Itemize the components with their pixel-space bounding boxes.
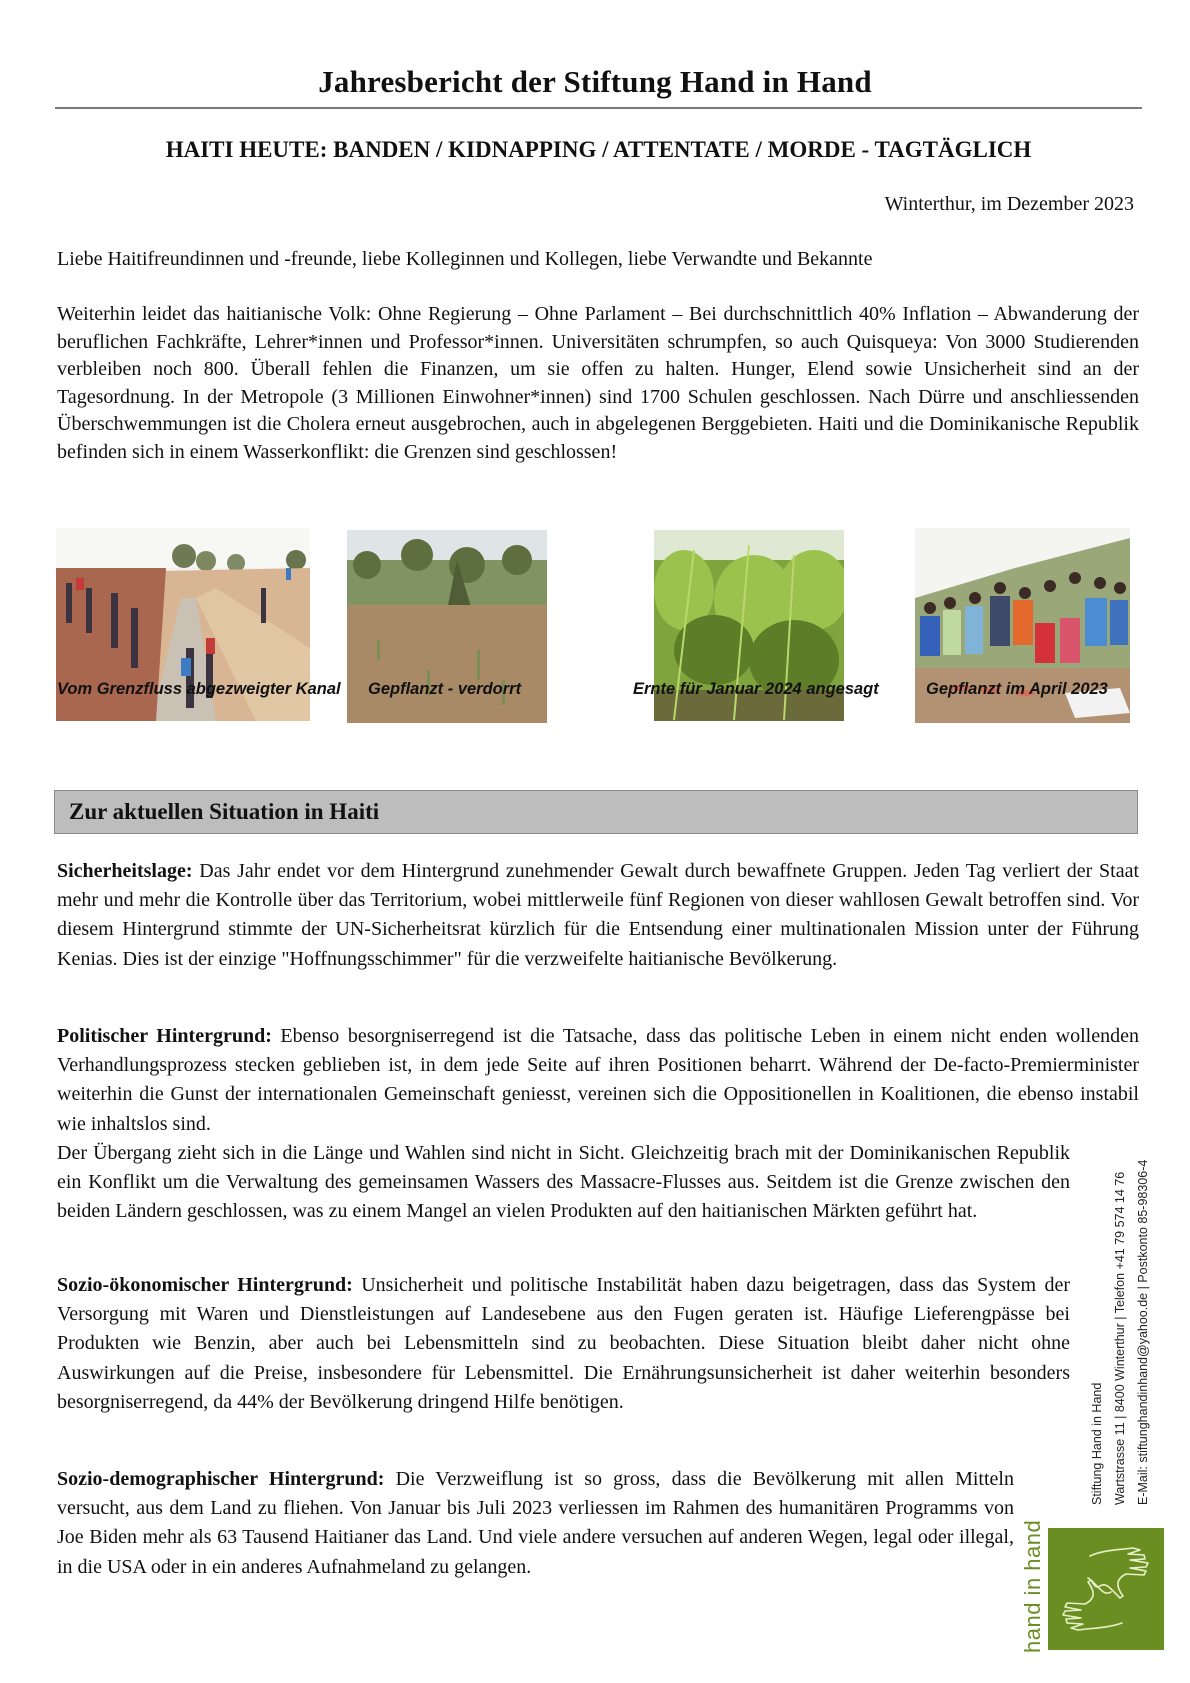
report-subtitle: HAITI HEUTE: BANDEN / KIDNAPPING / ATTENTATE / MORDE - TAGTÄGLICH <box>165 137 1032 162</box>
logo-wordmark: hand in hand <box>1020 1519 1045 1653</box>
paragraph-label: Politischer Hintergrund: <box>57 1025 272 1047</box>
contact-address-phone: Wartstrasse 11 | 8400 Winterthur | Telefon +41 79 574 14 76 <box>1113 1171 1127 1505</box>
paragraph-label: Sicherheitslage: <box>57 860 193 882</box>
section-heading-bar <box>54 790 1138 834</box>
paragraph-political <box>57 1022 1139 1139</box>
intro-paragraph: Weiterhin leidet das haitianische Volk: Ohne Regierung – Ohne Parlament – Bei durchschnittlich 40% Inflation – Abwanderung der beruflichen Fachkräfte, Lehrer*innen und Professor*innen. Universitäten schrumpfen, so auch Quisqueya: Von 3000 Studierenden verbleiben noch 800. Überall fehlen die Finanzen, um sie offen zu halten. Hunger, Elend sowie Unsicherheit sind an der Tagesordnung. In der Metropole (3 Millionen Einwohner*innen) sind 1700 Schulen geschlossen. Nach Dürre und anschliessenden Überschwemmungen ist die Cholera erneut ausgebrochen, auch in abgelegenen Berggebieten. Haiti und die Dominikanische Republik befinden sich in einem Wasserkonflikt: die Grenzen sind geschlossen! <box>57 303 1139 463</box>
photo-caption: Gepflanzt im April 2023 <box>926 680 1108 698</box>
paragraph-text: Der Übergang zieht sich in die Länge und Wahlen sind nicht in Sicht. Gleichzeitig brach mit der Dominikanischen Republik ein Konflikt um die Verwaltung des gemeinsamen Wassers des Massacre-Flusses aus. Seitdem ist die Grenze zwischen den beiden Ländern geschlossen, was zu einem Mangel an vielen Produkten auf den haitianischen Märkten geführt hat. <box>57 1142 1070 1223</box>
two-hands-icon <box>1048 1528 1164 1650</box>
paragraph-socioeconomic <box>57 1271 1070 1417</box>
contact-email-account: E-Mail: stiftunghandinhand@yahoo.de | Postkonto 85-98306-4 <box>1136 1159 1150 1505</box>
salutation: Liebe Haitifreundinnen und -freunde, liebe Kolleginnen und Kollegen, liebe Verwandte und Bekannte <box>57 248 873 270</box>
paragraph-security <box>57 857 1139 974</box>
paragraph-label: Sozio-ökonomischer Hintergrund: <box>57 1274 353 1296</box>
photo-row <box>0 520 1190 750</box>
report-title: Jahresbericht der Stiftung Hand in Hand <box>318 64 872 99</box>
logo <box>1020 1519 1170 1653</box>
photo-caption: Ernte für Januar 2024 angesagt <box>633 680 879 698</box>
paragraph-text: Unsicherheit und politische Instabilität haben dazu beigetragen, dass das System der Versorgung mit Waren und Dienstleistungen auf Landesebene aus den Fugen geraten ist. Häufige Lieferengpässe bei Produkten wie Benzin, aber auch bei Lebensmitteln sind zu beobachten. Diese Situation bleibt daher nicht ohne Auswirkungen auf die Preise, insbesondere für Lebensmittel. Die Ernährungsunsicherheit ist daher weiterhin besonders besorgniserregend, da 44% der Bevölkerung dringend Hilfe benötigen. <box>57 1274 1070 1413</box>
paragraph-text: Die Verzweiflung ist so gross, dass die Bevölkerung mit allen Mitteln versucht, aus dem Land zu fliehen. Von Januar bis Juli 2023 verliessen im Rahmen des humanitären Programms von Joe Biden mehr als 63 Tausend Haitianer das Land. Und viele andere versuchen auf anderen Wegen, legal oder illegal, in die USA oder in ein anderes Aufnahmeland zu gelangen. <box>57 1468 1014 1578</box>
paragraph-text: Das Jahr endet vor dem Hintergrund zunehmender Gewalt durch bewaffnete Gruppen. Jeden Tag verliert der Staat mehr und mehr die Kontrolle über das Territorium, wobei mittlerweile fünf Regionen von dieser wahllosen Gewalt betroffen sind. Vor diesem Hintergrund stimmte der UN-Sicherheitsrat kürzlich für die Entsendung einer multinationalen Mission unter der Führung Kenias. Dies ist der einzige "Hoffnungsschimmer" für die verzweifelte haitianische Bevölkerung. <box>57 860 1139 970</box>
contact-org-name: Stiftung Hand in Hand <box>1090 1382 1104 1505</box>
photo-caption: Vom Grenzfluss abgezweigter Kanal <box>57 680 341 698</box>
photo-caption: Gepflanzt - verdorrt <box>368 680 522 698</box>
section-heading: Zur aktuellen Situation in Haiti <box>69 799 380 824</box>
paragraph-transition <box>57 1139 1070 1227</box>
logo-badge <box>1048 1528 1164 1650</box>
paragraph-sociodemographic <box>57 1465 1014 1582</box>
paragraph-label: Sozio-demographischer Hintergrund: <box>57 1468 385 1490</box>
paragraph-text: Ebenso besorgniserregend ist die Tatsache, dass das politische Leben in einem nicht enden wollenden Verhandlungsprozess stecken geblieben ist, in dem jede Seite auf ihren Positionen beharrt. Während der De-facto-Premierminister weiterhin die Gunst der internationalen Gemeinschaft geniesst, vereinen sich die Oppositionellen in Koalitionen, die ebenso instabil wie inhaltslos sind. <box>57 1025 1139 1135</box>
title-divider <box>55 107 1142 109</box>
dateline: Winterthur, im Dezember 2023 <box>884 193 1134 215</box>
